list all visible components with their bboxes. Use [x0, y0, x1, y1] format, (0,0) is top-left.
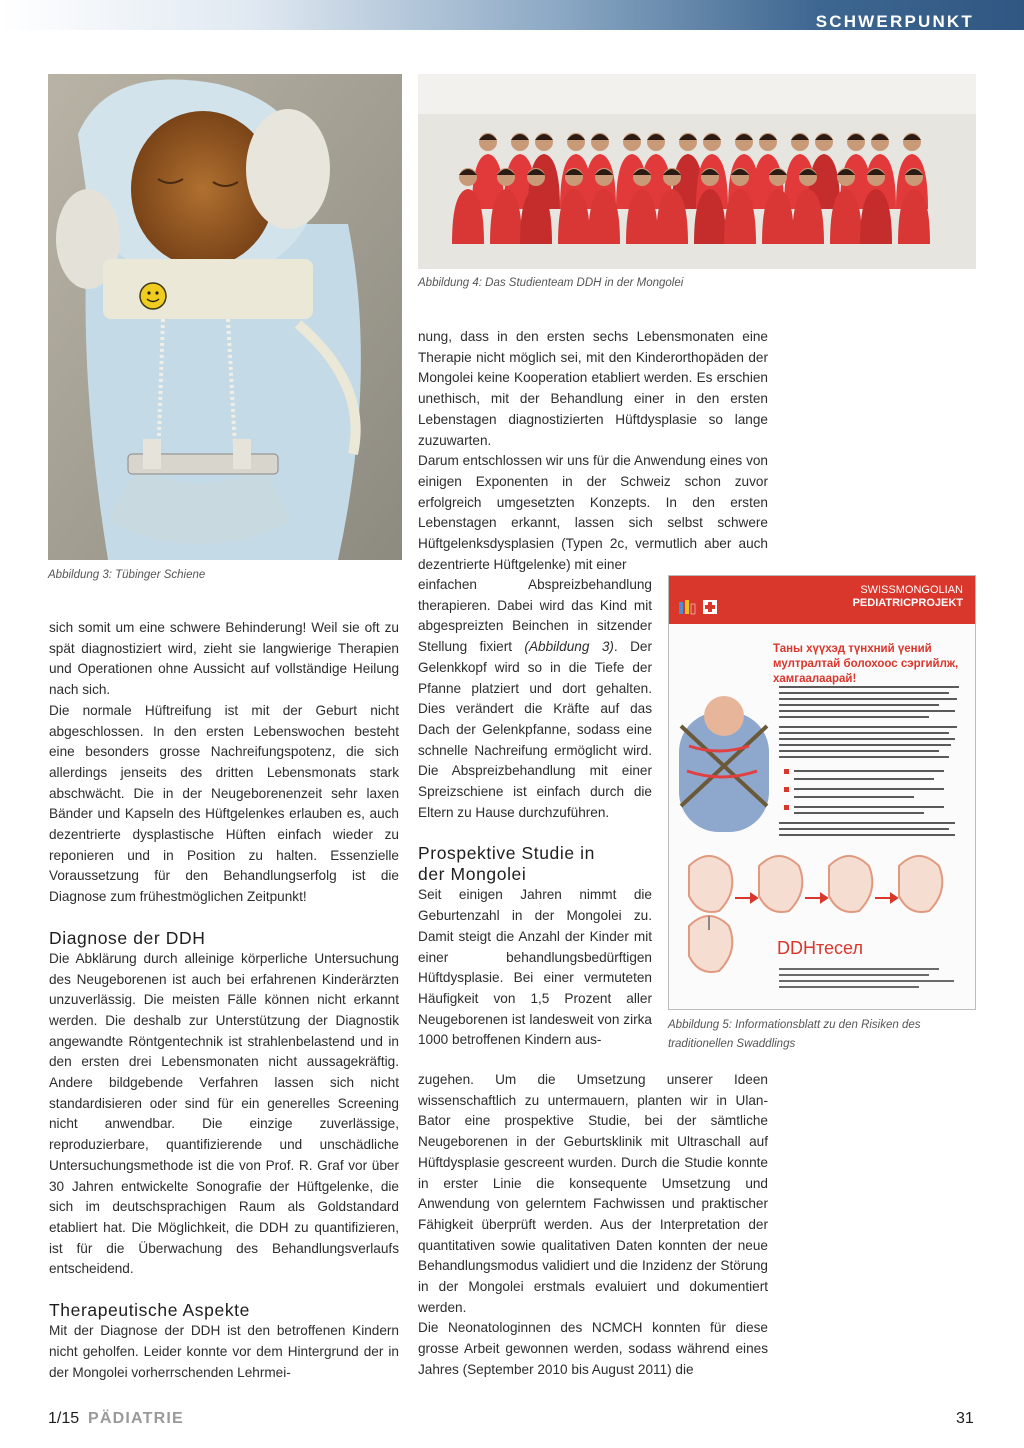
figure-3-photo — [48, 74, 402, 560]
left-paragraph-3: Die Abklärung durch alleinige körperliche Untersuchung des Neugeborenen ist auch bei erfahrenen Kinderärzten unzuverlässig. Die meisten Fälle können nicht erkannt werden. Die deshalb zur Unterstützung der Diagnostik angewandte Röntgentechnik ist strahlenbelastend und in den ersten drei Lebensmonaten nicht aussagekräftig. Andere bildgebende Verfahren lassen sich nicht standardisieren oder sind für ein generelles Screening nicht anwendbar. Die einzige zuverlässige, reproduzierbare, quantifizierende und unschädliche Untersuchungsmethode ist die von Prof. R. Graf vor über 30 Jahren entwickelte Sonografie der Hüftgelenke, die sich im deutschsprachigen Raum als Goldstandard etabliert hat. Die Möglichkeit, die DDH zu quantifizieren, ist für die Überwachung des Behandlungsverlaufs entscheidend. — [49, 950, 399, 1277]
flyer-brand-line1: SWISSMONGOLIAN — [860, 584, 963, 596]
heading-therapie: Therapeutische Aspekte — [49, 1300, 250, 1321]
figure-3-reference: (Abbildung 3) — [524, 639, 614, 655]
left-paragraph-1: sich somit um eine schwere Behinderung! Weil sie oft zu spät diagnostiziert wird, zieht sie langwierige Therapien und Operationen ohne Aussicht auf vollständige Heilung nach sich. — [49, 620, 399, 698]
left-column — [49, 618, 399, 1383]
mid-paragraph-3a: Seit einigen Jahren nimmt die Geburtenzahl in der Mongolei zu. Damit steigt die Anzahl der Kinder mit einer behandlungsbedürftigen Hüftdysplasie. Bei einer vermuteten Häufigkeit von 1,5 Prozent aller Neugeborenen ist landesweit von zirka 1000 betroffenen Kindern aus- — [418, 887, 652, 1048]
figure-3-caption: Abbildung 3: Tübinger Schiene — [48, 569, 206, 581]
footer-magazine: PÄDIATRIE — [88, 1410, 184, 1427]
flyer-brand-line2: PEDIATRICPROJEKT — [852, 597, 963, 609]
figure-4-photo — [418, 74, 976, 269]
page-number: 31 — [956, 1410, 974, 1427]
figure-5-flyer — [668, 575, 976, 1010]
mid-paragraph-2a: Darum entschlossen wir uns für die Anwendung eines von einigen Exponenten in der Schweiz schon zuvor erfolgreich umgesetzten Konzepts. In den ersten Lebenstagen erkannt, lassen sich selbst schwere Hüftgelenksdysplasien (Typen 2c, vermutlich aber auch dezentrierte Hüftgelenke) mit einer — [418, 453, 768, 572]
mid-column-narrow — [418, 575, 652, 1051]
mid-paragraph-2b-before: einfachen Abspreizbehandlung therapieren. Dabei wird das Kind mit abgespreizten Beinchen in sitzender Stellung fixiert — [418, 577, 652, 655]
section-label: SCHWERPUNKT — [815, 12, 974, 31]
left-paragraph-2: Die normale Hüftreifung ist mit der Geburt nicht abgeschlossen. In den ersten Lebenswochen besteht eine besonders grosse Nachreifungspotenz, die sich allerdings jenseits des dritten Lebensmonats stark abschwächt. Die in der Neugeborenenzeit sehr laxen Bänder und Kapseln des Hüftgelenkes erlauben es, auch dezentrierte dysplastische Hüften einfach wieder zu reponieren und in Position zu halten. Essenzielle Voraussetzung für den Behandlungserfolg ist die Diagnose zum frühestmöglichen Zeitpunkt! — [49, 702, 399, 905]
mid-paragraph-1: nung, dass in den ersten sechs Lebensmonaten eine Therapie nicht möglich sei, mit den Kinderorthopäden der Mongolei keine Kooperation etabliert werden. Es erschien unethisch, mit der Behandlung einer in den ersten Lebenstagen diagnostizierten Hüftdysplasie so lange zuzuwarten. — [418, 329, 768, 448]
heading-diagnose: Diagnose der DDH — [49, 927, 206, 948]
figure-5-caption: Abbildung 5: Informationsblatt zu den Risiken des traditionellen Swaddlings — [668, 1019, 921, 1050]
flyer-headline: Таны хүүхэд түнхний үений мултралтай болохоос сэргийлж, хамгаалаарай! — [773, 643, 959, 685]
figure-4-caption: Abbildung 4: Das Studienteam DDH in der Mongolei — [418, 277, 684, 289]
mid-paragraph-2b-after: . Der Gelenkkopf wird so in die Tiefe der Pfanne platziert und dort gehalten. Dies verändert die Kräfte auf das Dach der Gelenkpfanne, sodass eine schnelle Nachreifung ermöglicht wird. Die Abspreizbehandlung mit einer Spreizschiene ist einfach durch die Eltern zu Hause durchzuführen. — [418, 639, 653, 820]
flyer-brand — [853, 584, 963, 610]
mid-column-top — [418, 327, 768, 575]
heading-studie: Prospektive Studie in der Mongolei — [418, 843, 595, 885]
left-paragraph-4: Mit der Diagnose der DDH ist den betroffenen Kindern nicht geholfen. Leider konnte vor dem Hintergrund der in der Mongolei vorherrschenden Lehrmei- — [49, 1323, 399, 1380]
flyer-logo: DDHтесел — [777, 938, 863, 958]
mid-paragraph-4: Die Neonatologinnen des NCMCH konnten für diese grosse Arbeit gewonnen werden, sodass während eines Jahres (September 2010 bis August 2011) die — [418, 1320, 768, 1377]
footer-issue: 1/15 — [48, 1410, 80, 1427]
mid-column-bottom — [418, 1070, 768, 1381]
mid-paragraph-3b: zugehen. Um die Umsetzung unserer Ideen wissenschaftlich zu untermauern, planten wir in Ulan-Bator eine prospektive Studie, bei der sämtliche Neugeborenen in der Geburtsklinik mit Ultraschall auf Hüftdysplasie gescreent wurden. Durch die Studie konnte in erster Linie die konsequente Umsetzung und Anwendung von gelerntem Fachwissen und praktischer Fähigkeit überprüft werden. Aus der Interpretation der quantitativen sowie qualitativen Daten konnten der neue Behandlungsmodus validiert und die Inzidenz der Störung in der Mongolei erstmals evaluiert und dokumentiert werden. — [418, 1072, 768, 1315]
mid-paragraph-2b — [418, 575, 652, 823]
